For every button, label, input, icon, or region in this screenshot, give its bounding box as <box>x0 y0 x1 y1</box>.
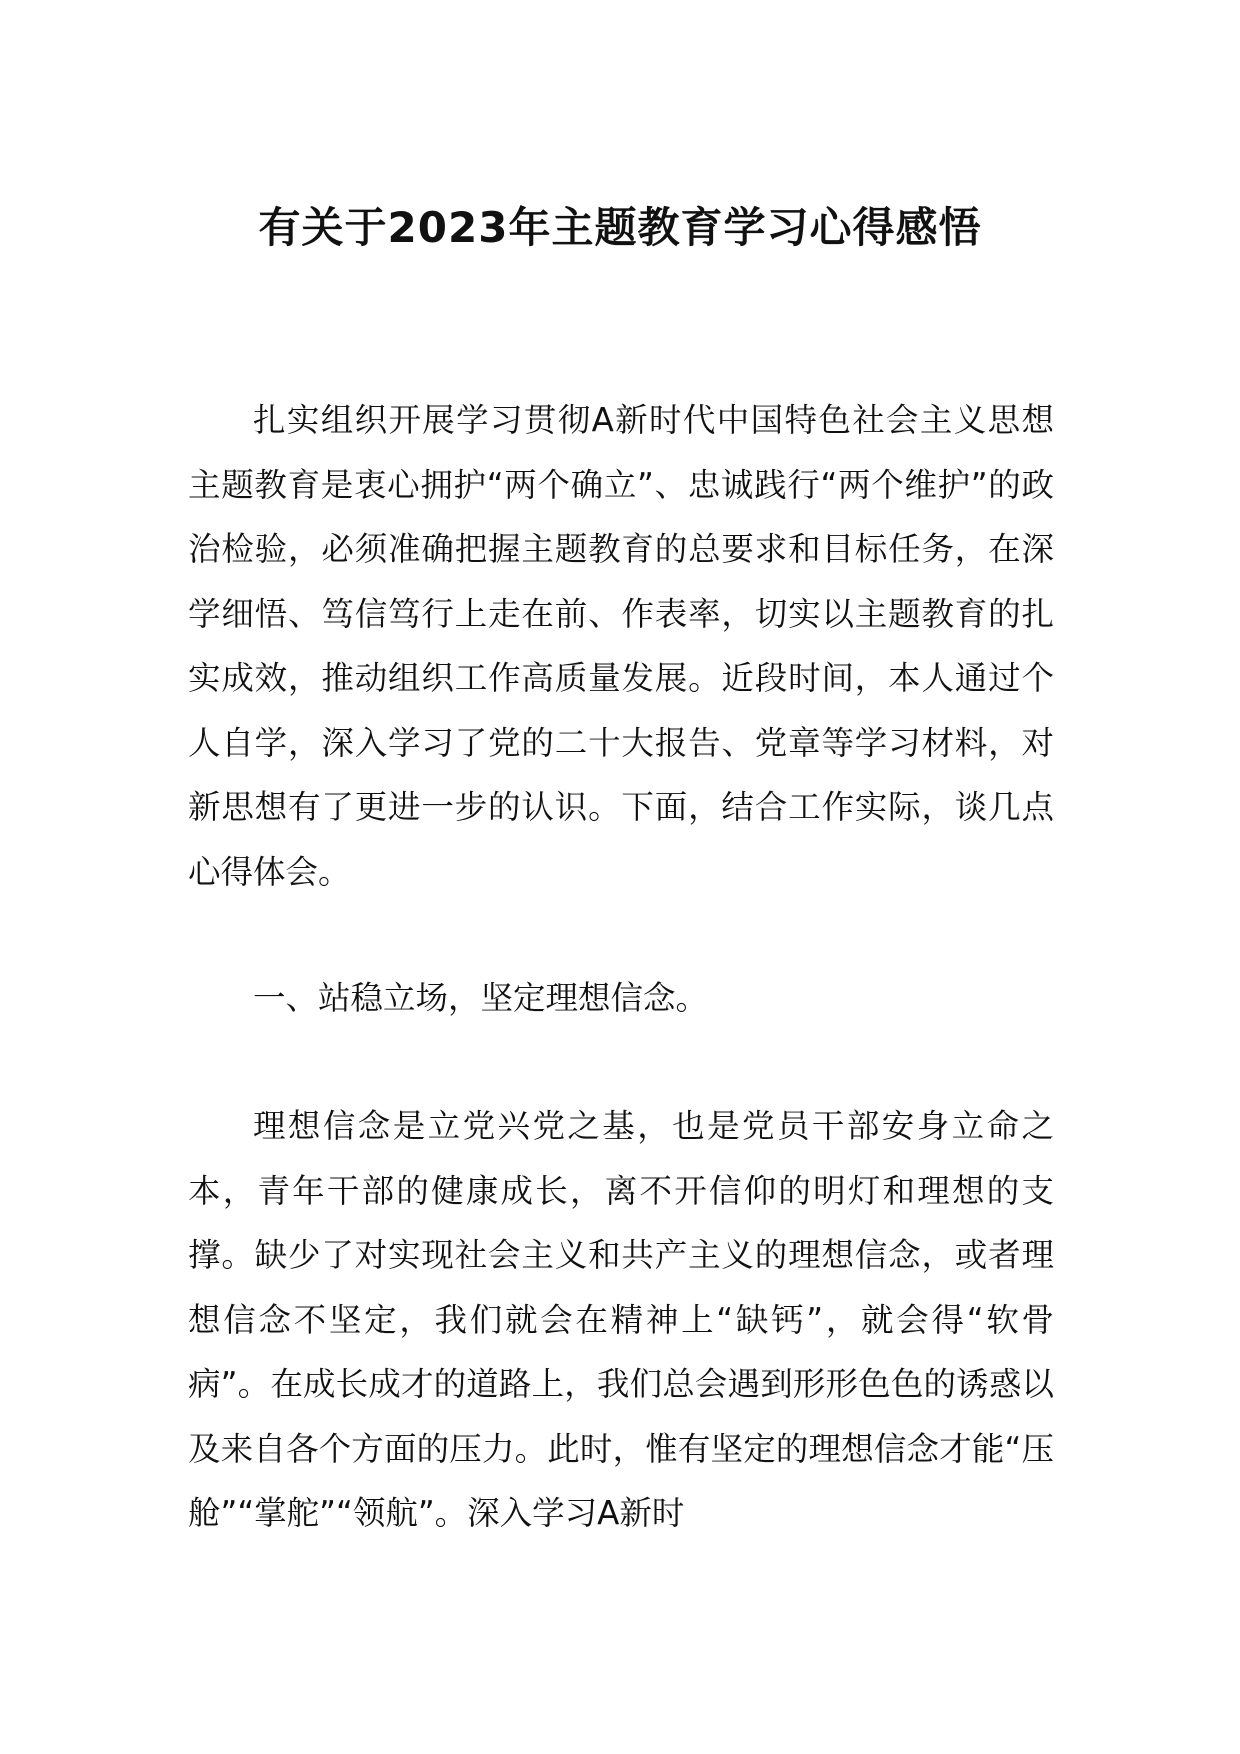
section-1-paragraph: 理想信念是立党兴党之基，也是党员干部安身立命之本，青年干部的健康成长，离不开信仰的明灯和理想的支撑。缺少了对实现社会主义和共产主义的理想信念，或者理想信念不坚定，我们就会在精神上“缺钙”，就会得“软骨病”。在成长成才的道路上，我们总会遇到形形色色的诱惑以及来自各个方面的压力。此时，惟有坚定的理想信念才能“压舱”“掌舵”“领航”。深入学习A新时 <box>188 1107 1054 1532</box>
document-title: 有关于2023年主题教育学习心得感悟 <box>258 203 982 252</box>
intro-paragraph: 扎实组织开展学习贯彻A新时代中国特色社会主义思想主题教育是衷心拥护“两个确立”、忠诚践行“两个维护”的政治检验，必须准确把握主题教育的总要求和目标任务，在深学细悟、笃信笃行上走在前、作表率，切实以主题教育的扎实成效，推动组织工作高质量发展。近段时间，本人通过个人自学，深入学习了党的二十大报告、党章等学习材料，对新思想有了更进一步的认识。下面，结合工作实际，谈几点心得体会。 <box>188 401 1054 891</box>
section-heading-1: 一、站稳立场，坚定理想信念。 <box>253 979 709 1017</box>
